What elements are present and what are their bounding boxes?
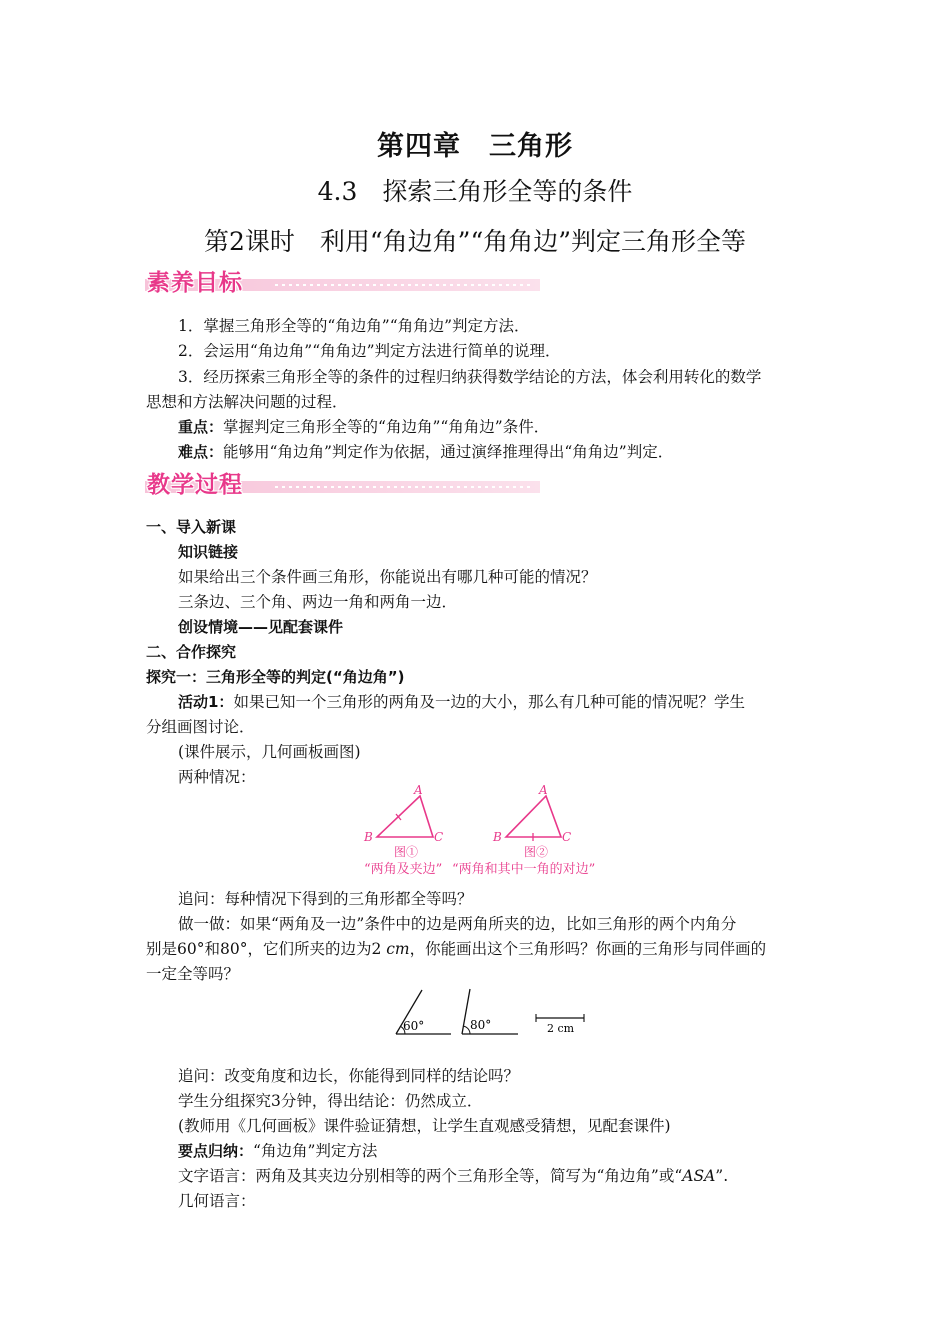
- fig1-vertex-b: B: [364, 830, 373, 844]
- activity-1-line2: 分组画图讨论．: [146, 718, 255, 736]
- triangle-1: [377, 796, 433, 837]
- goal-item-1: 1．掌握三角形全等的“角边角”“角角边”判定方法．: [178, 317, 530, 335]
- process-banner: [145, 466, 540, 500]
- figure-1: [363, 783, 443, 877]
- angle-60: [396, 990, 451, 1034]
- fig2-caption: 图②: [524, 845, 549, 859]
- segment-label: 2 cm: [547, 1022, 575, 1035]
- answer-1: 三条边、三个角、两边一角和两角一边．: [178, 593, 458, 611]
- triangle-2: [506, 796, 561, 837]
- tryit-unit: cm: [386, 940, 410, 958]
- tryit-line3: 一定全等吗？: [146, 965, 240, 983]
- fig2-vertex-c: C: [562, 830, 572, 844]
- asa-abbrev: ASA: [682, 1167, 716, 1185]
- text-language: [178, 1164, 728, 1188]
- group-explore: 学生分组探究3分钟，得出结论：仍然成立．: [178, 1092, 483, 1110]
- tryit-line2-b: ，你能画出这个三角形吗？你画的三角形与同伴画的: [409, 940, 767, 958]
- fig2-vertex-b: B: [493, 830, 502, 844]
- angle-80: [462, 989, 518, 1034]
- fig1-vertex-a: A: [414, 783, 423, 797]
- angle-segment-figure: [386, 982, 596, 1042]
- part1-heading: 一、导入新课: [146, 518, 237, 536]
- activity-1-label: 活动1：: [178, 693, 234, 711]
- teacher-note: (教师用《几何画板》课件验证猜想，让学生直观感受猜想，见配套课件): [178, 1117, 671, 1135]
- summary-text: “角边角”判定方法: [253, 1142, 378, 1160]
- knowledge-link: 知识链接: [178, 543, 239, 561]
- tryit-line1: 做一做：如果“两角及一边”条件中的边是两角所夹的边，比如三角形的两个内角分: [178, 915, 737, 933]
- process-banner-label: 教学过程: [147, 472, 243, 498]
- explore-1-heading: 探究一：三角形全等的判定(“角边角”): [146, 668, 405, 686]
- tryit-line2: [146, 937, 766, 961]
- fig2-vertex-a: A: [539, 783, 548, 797]
- fig1-vertex-c: C: [434, 830, 444, 844]
- goals-banner: [145, 264, 540, 298]
- two-cases: 两种情况：: [178, 768, 256, 786]
- key-point: [178, 415, 549, 439]
- text-language-b: ”.: [715, 1167, 729, 1185]
- figure-2: [452, 783, 595, 877]
- key-point-text: 掌握判定三角形全等的“角边角”“角角边”条件．: [223, 418, 550, 436]
- goal-item-3-line2: 思想和方法解决问题的过程．: [146, 393, 348, 411]
- lesson-title: 第2课时 利用“角边角”“角角边”判定三角形全等: [203, 227, 747, 256]
- key-point-label: 重点：: [178, 418, 224, 436]
- segment-2cm: [536, 1014, 584, 1035]
- chapter-title: 第四章 三角形: [377, 131, 573, 162]
- fig1-description: “两角及夹边”: [364, 862, 443, 877]
- geometry-language: 几何语言：: [178, 1192, 256, 1210]
- fig2-description: “两角和其中一角的对边”: [452, 862, 596, 877]
- activity-1-text: 如果已知一个三角形的两角及一边的大小，那么有几种可能的情况呢？学生: [233, 693, 745, 711]
- goal-item-3-line1: 3．经历探索三角形全等的条件的过程归纳获得数学结论的方法，体会利用转化的数学: [178, 368, 762, 386]
- followup-1: 追问：每种情况下得到的三角形都全等吗？: [178, 890, 473, 908]
- summary: [178, 1139, 377, 1163]
- goal-item-2: 2．会运用“角边角”“角角边”判定方法进行简单的说理．: [178, 342, 561, 360]
- difficulty-text: 能够用“角边角”判定作为依据，通过演绎推理得出“角角边”判定．: [223, 443, 674, 461]
- tryit-line2-a: 别是60°和80°，它们所夹的边为2: [146, 940, 387, 958]
- question-1: 如果给出三个条件画三角形，你能说出有哪几种可能的情况？: [178, 568, 597, 586]
- scenario: 创设情境——见配套课件: [178, 618, 344, 636]
- activity-1-line1: [178, 690, 745, 714]
- section-title: 4.3 探索三角形全等的条件: [317, 177, 633, 206]
- angle-80-label: 80°: [470, 1018, 492, 1032]
- part2-heading: 二、合作探究: [146, 643, 237, 661]
- goals-banner-label: 素养目标: [147, 270, 243, 296]
- difficulty-label: 难点：: [178, 443, 224, 461]
- angle-60-label: 60°: [403, 1019, 425, 1033]
- courseware-note: (课件展示，几何画板画图): [178, 743, 361, 761]
- fig1-caption: 图①: [394, 845, 419, 859]
- summary-label: 要点归纳：: [178, 1142, 254, 1160]
- followup-2: 追问：改变角度和边长，你能得到同样的结论吗？: [178, 1067, 520, 1085]
- text-language-a: 文字语言：两角及其夹边分别相等的两个三角形全等，简写为“角边角”或“: [178, 1167, 683, 1185]
- difficulty-point: [178, 440, 673, 464]
- triangle-figures: [356, 780, 646, 880]
